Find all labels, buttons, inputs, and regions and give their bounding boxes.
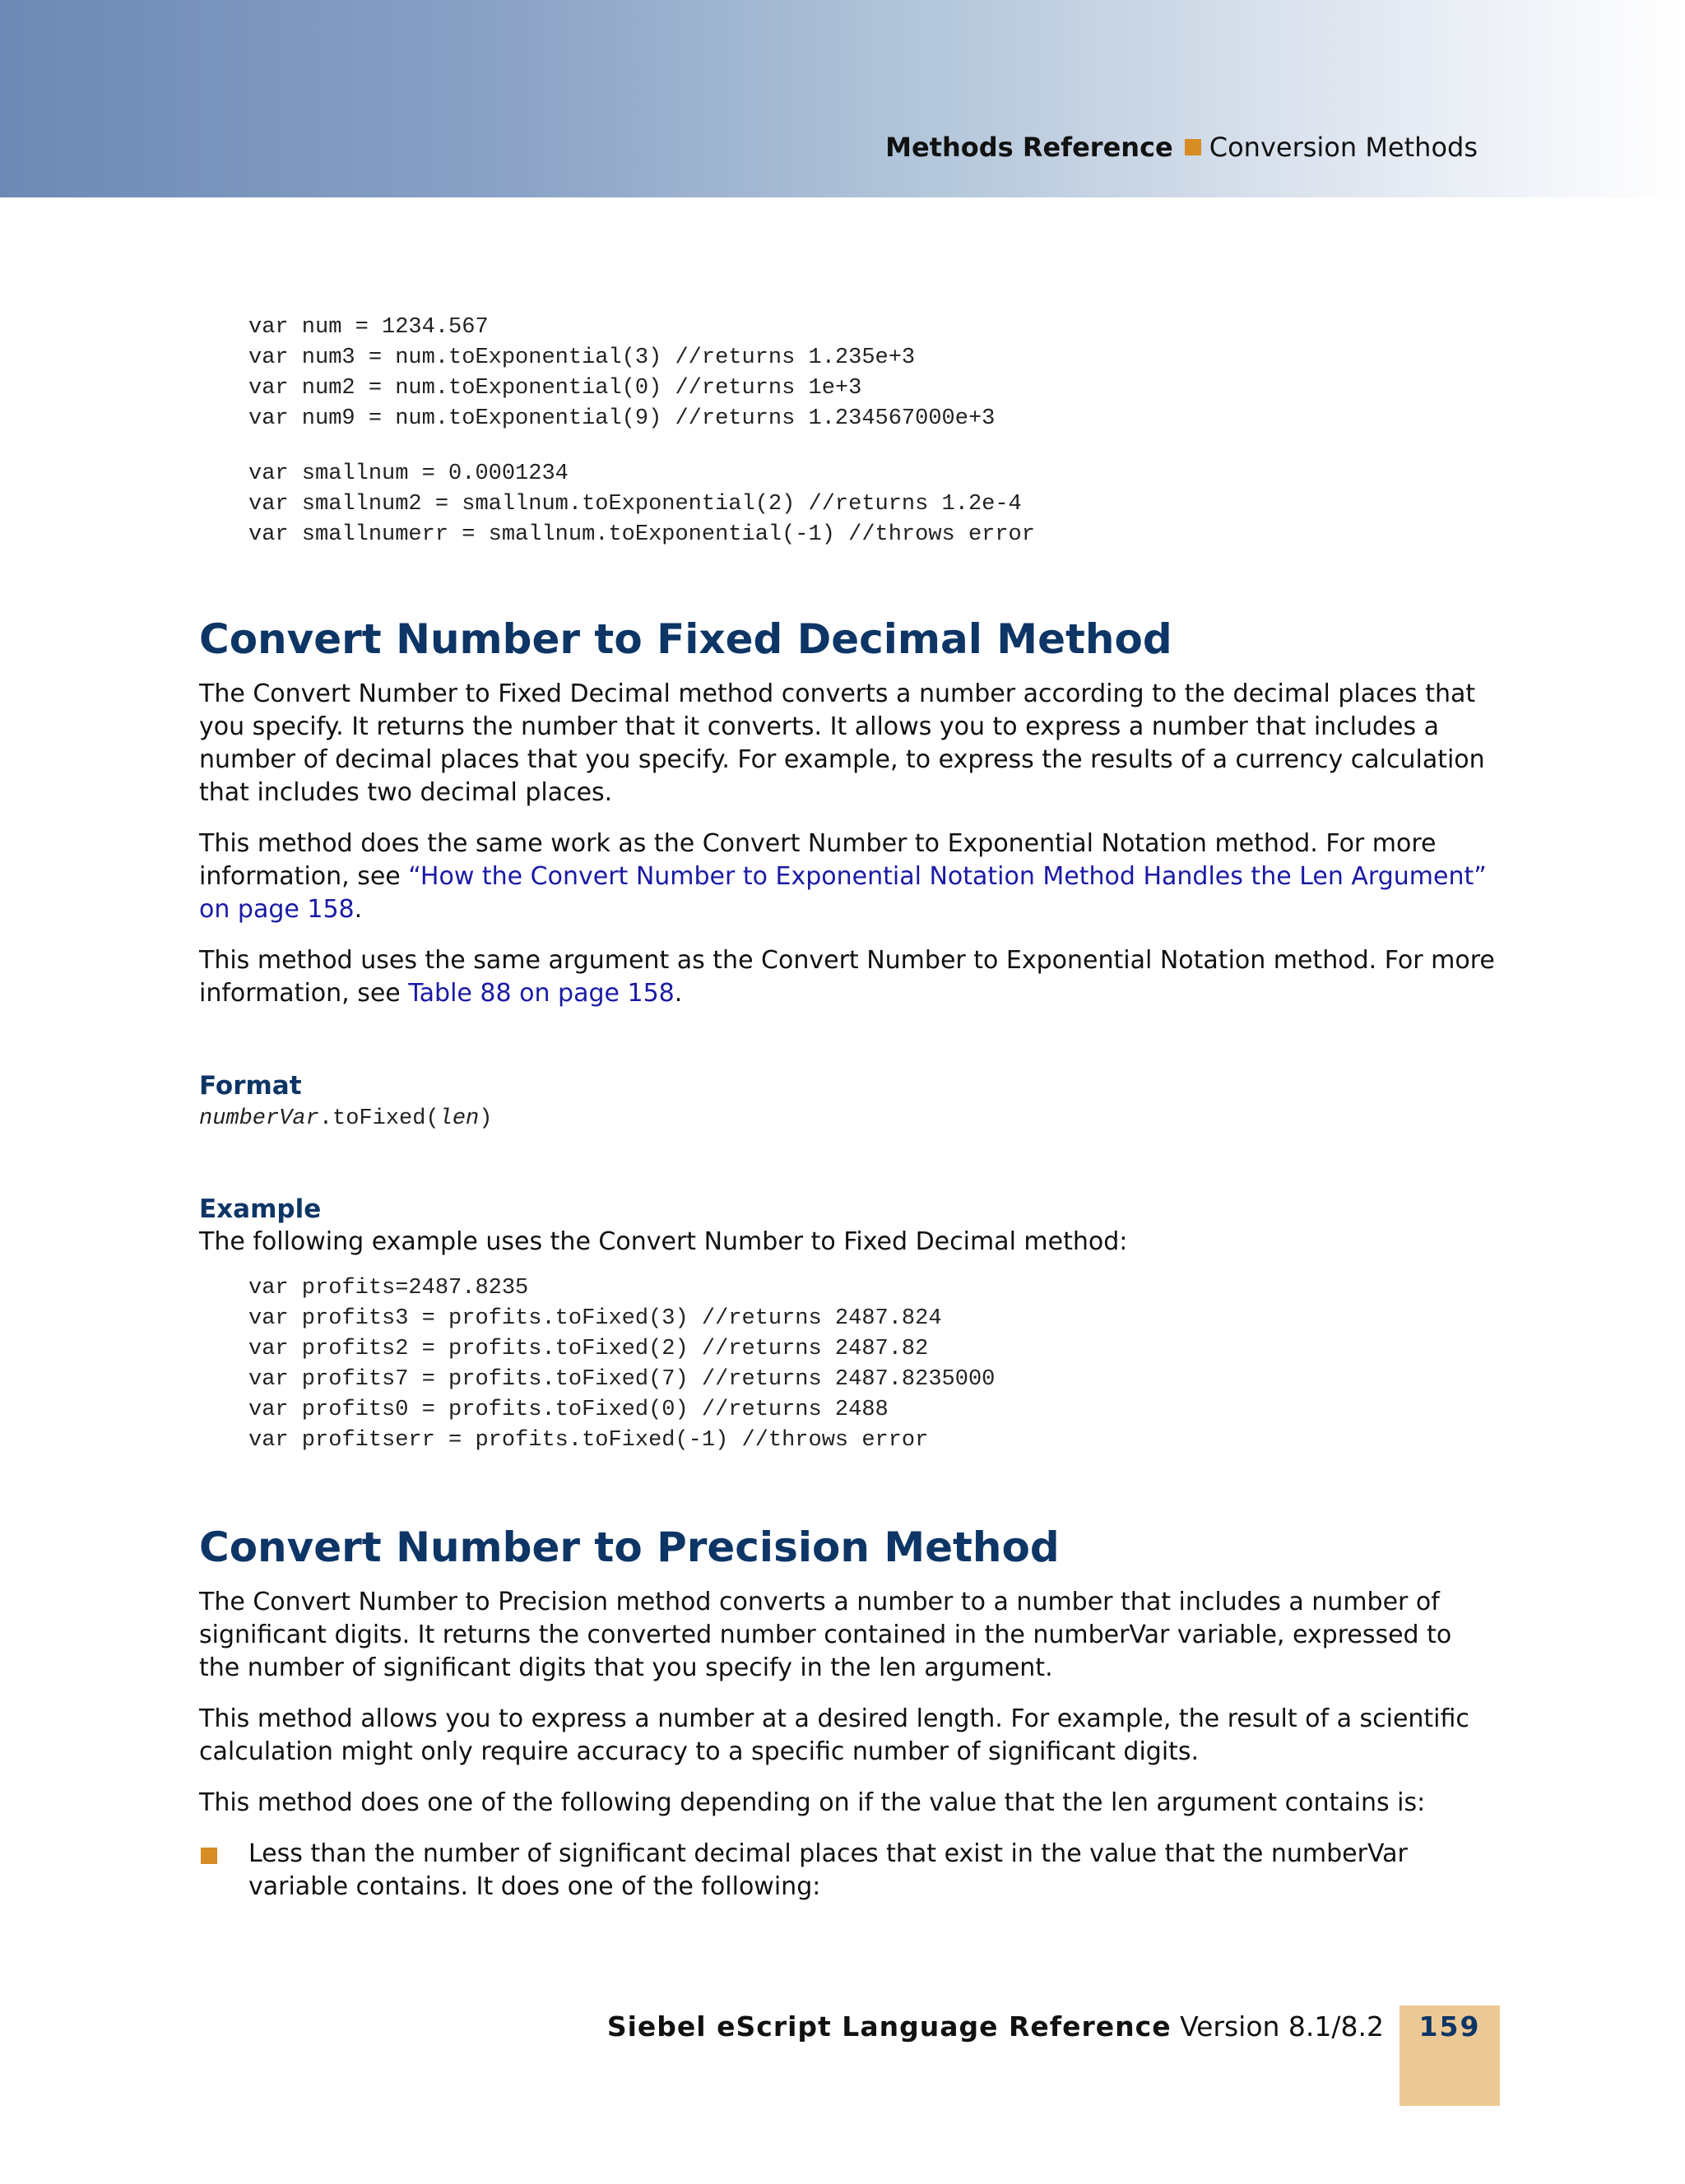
running-head	[885, 132, 1478, 163]
bullet-item	[199, 1838, 1499, 1903]
example-intro: The following example uses the Convert Number to Fixed Decimal method:	[199, 1227, 1128, 1256]
paragraph-precision-1: The Convert Number to Precision method converts a number to a number that includes a number of significant digits. It returns the converted number contained in the numberVar variable, expressed to the number of significant digits that you specify in the len argument.	[199, 1588, 1452, 1682]
paragraph-fixed-1: The Convert Number to Fixed Decimal method converts a number according to the decimal places that you specify. It returns the number that it converts. It allows you to express a number that includes a number of decimal places that you specify. For example, to express the results of a currency calculation that includes two decimal places.	[199, 679, 1485, 807]
format-syntax: numberVar.toFixed(len)	[199, 1106, 493, 1131]
running-head-section: Methods Reference	[885, 132, 1173, 163]
footer-book-title: Siebel eScript Language Reference	[606, 2010, 1172, 2043]
format-heading: Format	[199, 1071, 302, 1101]
page-number: 159	[1418, 2010, 1481, 2043]
code-block-exponential-1: var num = 1234.567 var num3 = num.toExponential(3) //returns 1.235e+3 var num2 = num.toExponential(0) //returns 1e+3 var num9 = num.toExponential(9) //returns 1.234567000e+3	[248, 315, 996, 431]
section-title-precision: Convert Number to Precision Method	[199, 1523, 1060, 1571]
bullet-text: Less than the number of significant decimal places that exist in the value that the numberVar variable contains. It does one of the following:	[248, 1839, 1408, 1901]
square-bullet-icon	[1185, 139, 1201, 155]
paragraph-precision-2: This method allows you to express a number at a desired length. For example, the result of a scientific calculation might only require accuracy to a specific number of significant digits.	[199, 1704, 1469, 1766]
header-band	[0, 0, 1685, 197]
example-heading: Example	[199, 1194, 322, 1224]
square-bullet-icon	[201, 1848, 217, 1864]
link-len-argument[interactable]: “How the Convert Number to Exponential Notation Method Handles the Len Argument” on page 158	[199, 862, 1487, 924]
code-block-exponential-2: var smallnum = 0.0001234 var smallnum2 = smallnum.toExponential(2) //returns 1.2e-4 var smallnumerr = smallnum.toExponential(-1) //throws error	[248, 461, 1035, 547]
code-block-tofixed: var profits=2487.8235 var profits3 = profits.toFixed(3) //returns 2487.824 var profits2 = profits.toFixed(2) //returns 2487.82 var profits7 = profits.toFixed(7) //returns 2487.8235000 var profits0 = profits.toFixed(0) //returns 2488 var profitserr = profits.toFixed(-1) //throws error	[248, 1276, 996, 1453]
running-head-subsection: Conversion Methods	[1209, 132, 1478, 163]
page-content	[199, 313, 1499, 1922]
paragraph-precision-3: This method does one of the following depending on if the value that the len argument contains is:	[199, 1788, 1426, 1817]
footer-version: Version 8.1/8.2	[1180, 2010, 1384, 2043]
paragraph-fixed-2: This method does the same work as the Convert Number to Exponential Notation method. For more information, see “How the Convert Number to Exponential Notation Method Handles the Len Argument” on page 158.	[199, 829, 1487, 924]
link-table-88[interactable]: Table 88 on page 158	[408, 979, 675, 1008]
footer	[607, 2010, 1384, 2043]
section-title-fixed-decimal: Convert Number to Fixed Decimal Method	[199, 615, 1172, 663]
paragraph-fixed-3: This method uses the same argument as the Convert Number to Exponential Notation method. For more information, see Table 88 on page 158.	[199, 946, 1495, 1008]
page-number-box	[1400, 2005, 1500, 2106]
